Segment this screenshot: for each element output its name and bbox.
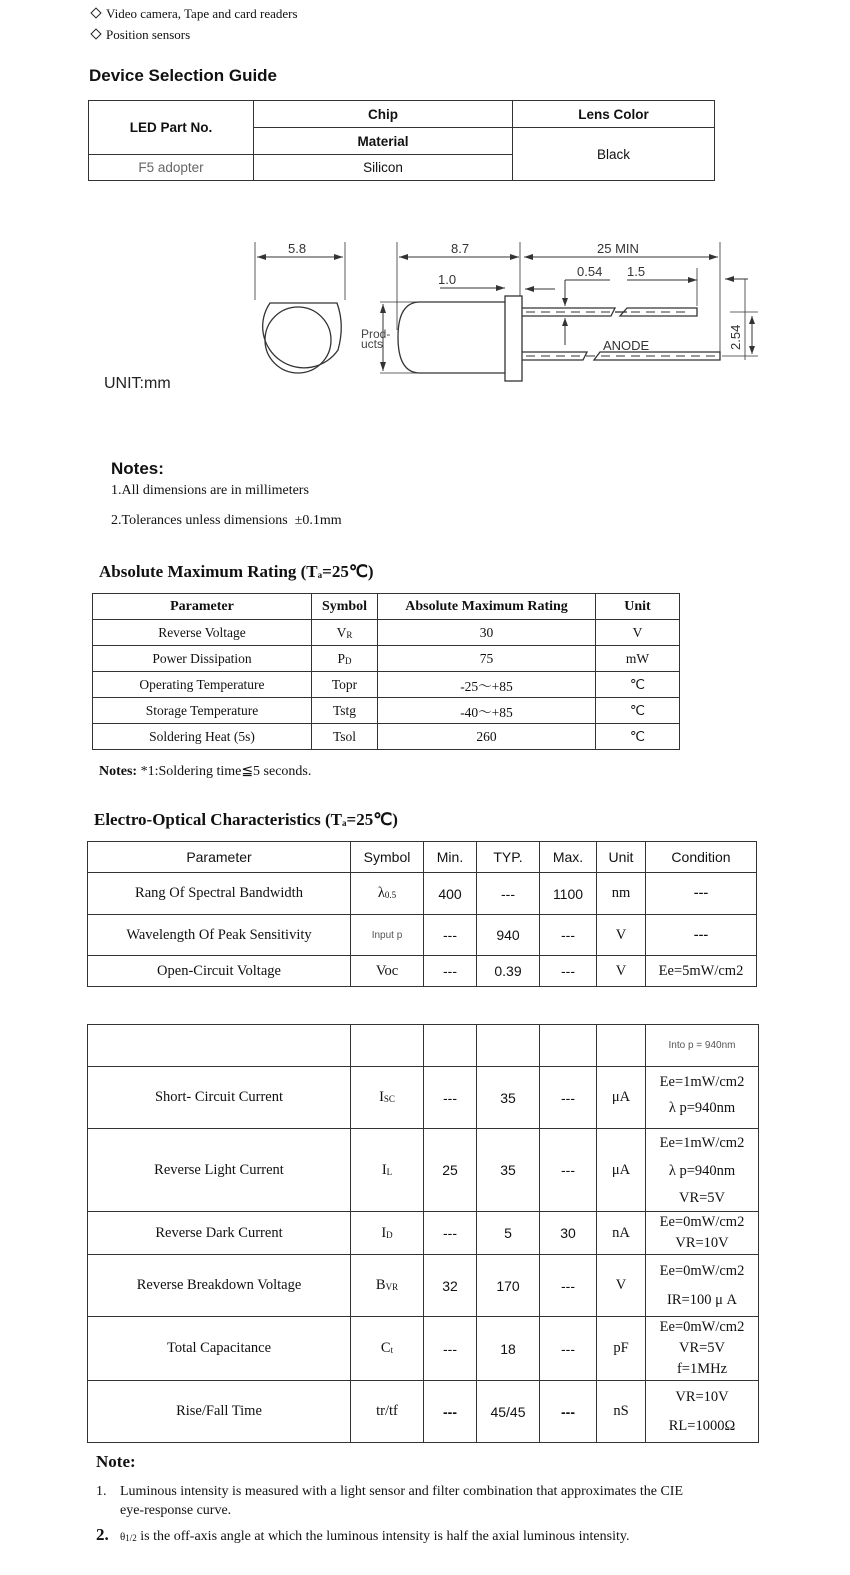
- empty-cell: [351, 1025, 424, 1067]
- table-row: [93, 672, 680, 698]
- cell-condition: Ee=1mW/cm2 λ p=940nm VR=5V: [646, 1129, 759, 1212]
- table-row: [88, 1317, 759, 1381]
- unit-label: UNIT:mm: [104, 375, 171, 392]
- cell-typ: 170: [477, 1255, 540, 1317]
- empty-cell: [477, 1025, 540, 1067]
- selection-guide-title: Device Selection Guide: [89, 66, 278, 85]
- cell-param: Reverse Voltage: [93, 620, 312, 646]
- abs-max-note: [99, 763, 311, 780]
- abs-max-note-label: Notes:: [99, 764, 138, 779]
- cell-max: 1100: [540, 873, 597, 915]
- cell-min: ---: [424, 1317, 477, 1381]
- cell-typ: 35: [477, 1067, 540, 1129]
- cell-material: Silicon: [254, 155, 513, 181]
- cell-unit: V: [597, 915, 646, 956]
- cell-typ: 18: [477, 1317, 540, 1381]
- final-note-item: [96, 1484, 776, 1519]
- cell-param: Power Dissipation: [93, 646, 312, 672]
- cell-condition: Ee=5mW/cm2: [646, 956, 757, 987]
- cell-symbol: Voc: [351, 956, 424, 987]
- header-symbol: Symbol: [312, 594, 378, 620]
- cell-value: -25～+85: [378, 672, 596, 698]
- abs-max-table: [92, 593, 680, 750]
- cell-unit: μA: [597, 1067, 646, 1129]
- selection-guide-table: [88, 100, 715, 181]
- cell-param: Rise/Fall Time: [88, 1381, 351, 1443]
- cell-max: ---: [540, 1255, 597, 1317]
- cell-unit: V: [597, 956, 646, 987]
- cell-value: 30: [378, 620, 596, 646]
- cell-typ: ---: [477, 873, 540, 915]
- cell-max: 30: [540, 1212, 597, 1255]
- application-item: [90, 6, 298, 22]
- table-row: [88, 1255, 759, 1317]
- cell-param: Operating Temperature: [93, 672, 312, 698]
- cell-min: ---: [424, 1381, 477, 1443]
- header-min: Min.: [424, 842, 477, 873]
- header-parameter: Parameter: [93, 594, 312, 620]
- cell-param: Short- Circuit Current: [88, 1067, 351, 1129]
- cell-symbol: $B_{VR}$: [351, 1255, 424, 1317]
- cell-unit: pF: [597, 1317, 646, 1381]
- cell-symbol: Input p: [351, 915, 424, 956]
- cell-typ: 940: [477, 915, 540, 956]
- table-row: [88, 1381, 759, 1443]
- table-row: [88, 1212, 759, 1255]
- cell-condition: ---: [646, 873, 757, 915]
- note-number: 1.: [96, 1484, 107, 1499]
- cell-unit: nA: [597, 1212, 646, 1255]
- cell-param: Reverse Breakdown Voltage: [88, 1255, 351, 1317]
- cell-value: 75: [378, 646, 596, 672]
- cell-condition: Ee=1mW/cm2 λ p=940nm: [646, 1067, 759, 1129]
- cell-max: ---: [540, 1067, 597, 1129]
- cell-typ: 5: [477, 1212, 540, 1255]
- cell-condition: ---: [646, 915, 757, 956]
- cell-max: ---: [540, 956, 597, 987]
- note-item: 2.Tolerances unless dimensions ±0.1mm: [111, 513, 342, 528]
- header-condition: Condition: [646, 842, 757, 873]
- empty-cell: [88, 1025, 351, 1067]
- header-unit: Unit: [596, 594, 680, 620]
- dim-head-width: 5.8: [288, 241, 307, 256]
- cell-symbol: $I_L$: [351, 1129, 424, 1212]
- application-item: [90, 27, 190, 43]
- cell-condition: VR=10V RL=1000Ω: [646, 1381, 759, 1443]
- note-number: 2.: [96, 1525, 109, 1544]
- table-row: [88, 1067, 759, 1129]
- note-text: Luminous intensity is measured with a light sensor and filter combination that approximates the CIE: [120, 1484, 684, 1499]
- table-row: [93, 698, 680, 724]
- dim-body-length: 8.7: [451, 241, 470, 256]
- cell-max: ---: [540, 1129, 597, 1212]
- side-view-body: [380, 242, 522, 381]
- cell-max: ---: [540, 1317, 597, 1381]
- header-condition-note: Into p = 940nm: [646, 1025, 759, 1067]
- empty-cell: [597, 1025, 646, 1067]
- anode-label: ANODE: [603, 338, 650, 353]
- cell-symbol: $\lambda_{0.5}$: [351, 873, 424, 915]
- cell-param: Rang Of Spectral Bandwidth: [88, 873, 351, 915]
- table-row: [93, 724, 680, 750]
- cell-condition: Ee=0mW/cm2 VR=5V f=1MHz: [646, 1317, 759, 1381]
- header-unit: Unit: [597, 842, 646, 873]
- cell-unit: mW: [596, 646, 680, 672]
- cell-symbol: tr/tf: [351, 1381, 424, 1443]
- cell-part-no: F5 adopter: [89, 155, 254, 181]
- header-part-no: LED Part No.: [89, 101, 254, 155]
- cell-typ: 45/45: [477, 1381, 540, 1443]
- header-max: Max.: [540, 842, 597, 873]
- cell-param: Total Capacitance: [88, 1317, 351, 1381]
- cell-unit: ℃: [596, 672, 680, 698]
- cell-param: Reverse Dark Current: [88, 1212, 351, 1255]
- table-row: [88, 915, 757, 956]
- cell-unit: ℃: [596, 698, 680, 724]
- cell-min: ---: [424, 1212, 477, 1255]
- cell-min: ---: [424, 915, 477, 956]
- cell-param: Storage Temperature: [93, 698, 312, 724]
- table-row: [88, 1129, 759, 1212]
- cell-max: ---: [540, 915, 597, 956]
- empty-cell: [540, 1025, 597, 1067]
- eo-title: Electro-Optical Characteristics $(T_a=25℃)$: [94, 810, 398, 829]
- dim-pitch: 2.54: [728, 324, 743, 350]
- dim-lead-length: 25 MIN: [597, 241, 639, 256]
- abs-max-note-text: *1:Soldering time≦5 seconds.: [137, 764, 312, 779]
- cell-unit: V: [596, 620, 680, 646]
- dim-lead-step: 1.5: [627, 264, 646, 279]
- table-row: [93, 620, 680, 646]
- header-chip: Chip: [254, 101, 513, 128]
- cell-value: -40～+85: [378, 698, 596, 724]
- notes-title: Notes:: [111, 459, 164, 478]
- cell-min: ---: [424, 956, 477, 987]
- header-parameter: Parameter: [88, 842, 351, 873]
- cell-unit: nm: [597, 873, 646, 915]
- cell-symbol: $I_D$: [351, 1212, 424, 1255]
- header-rating: Absolute Maximum Rating: [378, 594, 596, 620]
- cell-symbol: $P_D$: [312, 646, 378, 672]
- cell-param: Wavelength Of Peak Sensitivity: [88, 915, 351, 956]
- table-row: [88, 956, 757, 987]
- cell-unit: ℃: [596, 724, 680, 750]
- empty-cell: [424, 1025, 477, 1067]
- cell-symbol: $V_R$: [312, 620, 378, 646]
- products-label-2: ucts: [361, 337, 384, 351]
- final-note-item: 2. $\theta_{1/2}$ is the off-axis angle at which the luminous intensity is half the axial luminous intensity.: [96, 1525, 630, 1544]
- final-note-title: Note:: [96, 1452, 136, 1471]
- cell-condition: Ee=0mW/cm2 IR=100 μ A: [646, 1255, 759, 1317]
- cell-min: 32: [424, 1255, 477, 1317]
- cell-max: ---: [540, 1381, 597, 1443]
- cell-unit: μA: [597, 1129, 646, 1212]
- cell-min: 400: [424, 873, 477, 915]
- cell-min: ---: [424, 1067, 477, 1129]
- diamond-bullet-icon: [90, 7, 101, 18]
- cell-param: Open-Circuit Voltage: [88, 956, 351, 987]
- cell-lens-color: Black: [513, 128, 715, 181]
- cell-symbol: Tstg: [312, 698, 378, 724]
- dim-flange: 1.0: [438, 272, 457, 287]
- note-item: 1.All dimensions are in millimeters: [111, 483, 309, 498]
- cell-min: 25: [424, 1129, 477, 1212]
- cell-param: Reverse Light Current: [88, 1129, 351, 1212]
- cell-unit: nS: [597, 1381, 646, 1443]
- diamond-bullet-icon: [90, 28, 101, 39]
- eo-table-continued: [87, 1024, 759, 1443]
- header-material: Material: [254, 128, 513, 155]
- application-text: Video camera, Tape and card readers: [106, 6, 298, 21]
- cell-value: 260: [378, 724, 596, 750]
- cell-symbol: $I_{SC}$: [351, 1067, 424, 1129]
- cell-symbol: $C_t$: [351, 1317, 424, 1381]
- header-lens-color: Lens Color: [513, 101, 715, 128]
- table-row: [93, 646, 680, 672]
- abs-max-title: Absolute Maximum Rating $(T_a=25℃)$: [99, 562, 374, 581]
- table-row: [88, 873, 757, 915]
- dimension-diagram: [0, 230, 850, 390]
- cell-symbol: Topr: [312, 672, 378, 698]
- cell-condition: Ee=0mW/cm2 VR=10V: [646, 1212, 759, 1255]
- cell-param: Soldering Heat (5s): [93, 724, 312, 750]
- cell-typ: 35: [477, 1129, 540, 1212]
- note-text: is the off-axis angle at which the luminous intensity is half the axial luminous intensity.: [136, 1529, 630, 1544]
- front-view-outline: [255, 242, 345, 373]
- dim-lead-width: 0.54: [577, 264, 603, 279]
- note-text-continued: eye-response curve.: [120, 1503, 232, 1518]
- products-label-1: Prod-: [361, 327, 391, 341]
- cell-unit: V: [597, 1255, 646, 1317]
- header-symbol: Symbol: [351, 842, 424, 873]
- cell-symbol: Tsol: [312, 724, 378, 750]
- header-typ: TYP.: [477, 842, 540, 873]
- eo-table: [87, 841, 757, 987]
- application-text: Position sensors: [106, 27, 191, 42]
- cell-typ: 0.39: [477, 956, 540, 987]
